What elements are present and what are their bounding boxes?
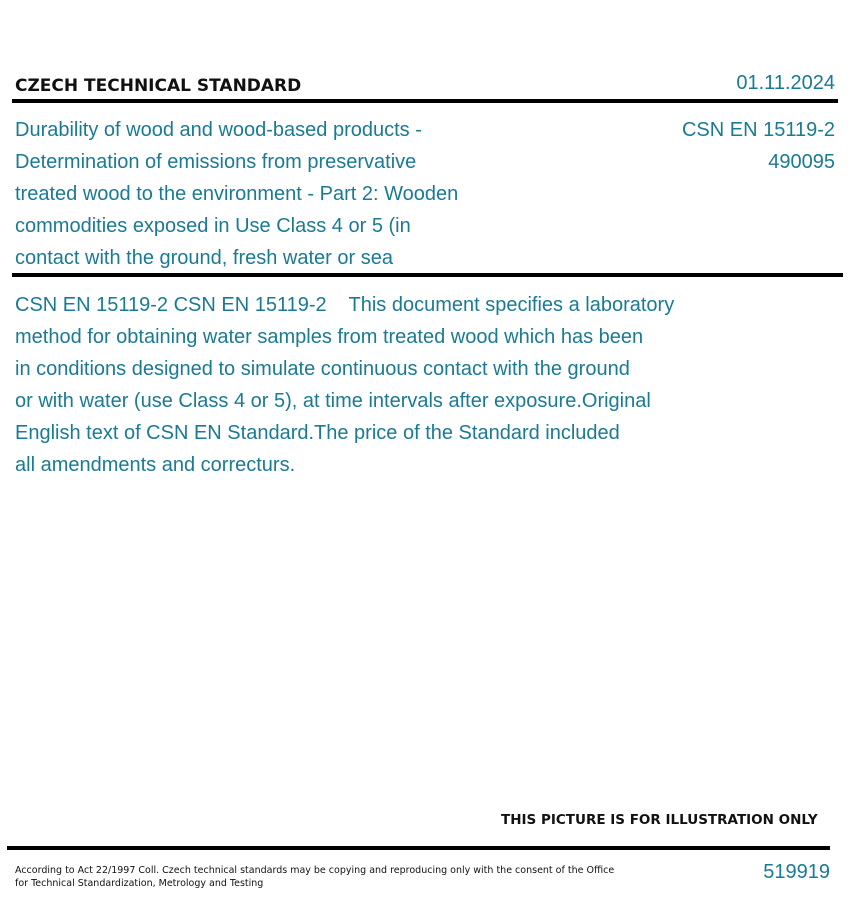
legal-notice-line: for Technical Standardization, Metrology and Testing bbox=[15, 878, 264, 889]
publication-date: 01.11.2024 bbox=[736, 72, 835, 94]
standard-title bbox=[15, 114, 515, 274]
legal-notice bbox=[15, 864, 614, 890]
description-line: English text of CSN EN Standard.The price of the Standard included bbox=[15, 422, 620, 444]
standard-number: CSN EN 15119-2 bbox=[681, 119, 835, 141]
standard-title-line: commodities exposed in Use Class 4 or 5 (in bbox=[15, 215, 411, 237]
description-line: or with water (use Class 4 or 5), at time intervals after exposure.Original bbox=[15, 390, 651, 412]
illustration-note: THIS PICTURE IS FOR ILLUSTRATION ONLY bbox=[501, 812, 818, 828]
description-line: in conditions designed to simulate continuous contact with the ground bbox=[15, 358, 630, 380]
standard-title-line: contact with the ground, fresh water or sea bbox=[15, 247, 393, 269]
description-line: method for obtaining water samples from treated wood which has been bbox=[15, 326, 644, 348]
standard-title-line: Durability of wood and wood-based products - bbox=[15, 119, 422, 141]
header-divider bbox=[12, 99, 838, 103]
document-header-title: CZECH TECHNICAL STANDARD bbox=[15, 76, 302, 96]
standard-description bbox=[15, 289, 735, 481]
standard-title-line: treated wood to the environment - Part 2: Wooden bbox=[15, 183, 459, 205]
standard-title-line: Determination of emissions from preservative bbox=[15, 151, 417, 173]
footer-divider bbox=[7, 846, 830, 850]
legal-notice-line: According to Act 22/1997 Coll. Czech technical standards may be copying and reproducing only with the consent of the Office bbox=[15, 865, 615, 876]
description-line: all amendments and correcturs. bbox=[15, 454, 296, 476]
catalog-number: 490095 bbox=[768, 151, 835, 173]
footer-code: 519919 bbox=[763, 861, 830, 883]
standard-identifiers bbox=[682, 114, 835, 178]
description-line: CSN EN 15119-2 CSN EN 15119-2 This document specifies a laboratory bbox=[15, 294, 675, 316]
title-divider bbox=[12, 273, 843, 277]
